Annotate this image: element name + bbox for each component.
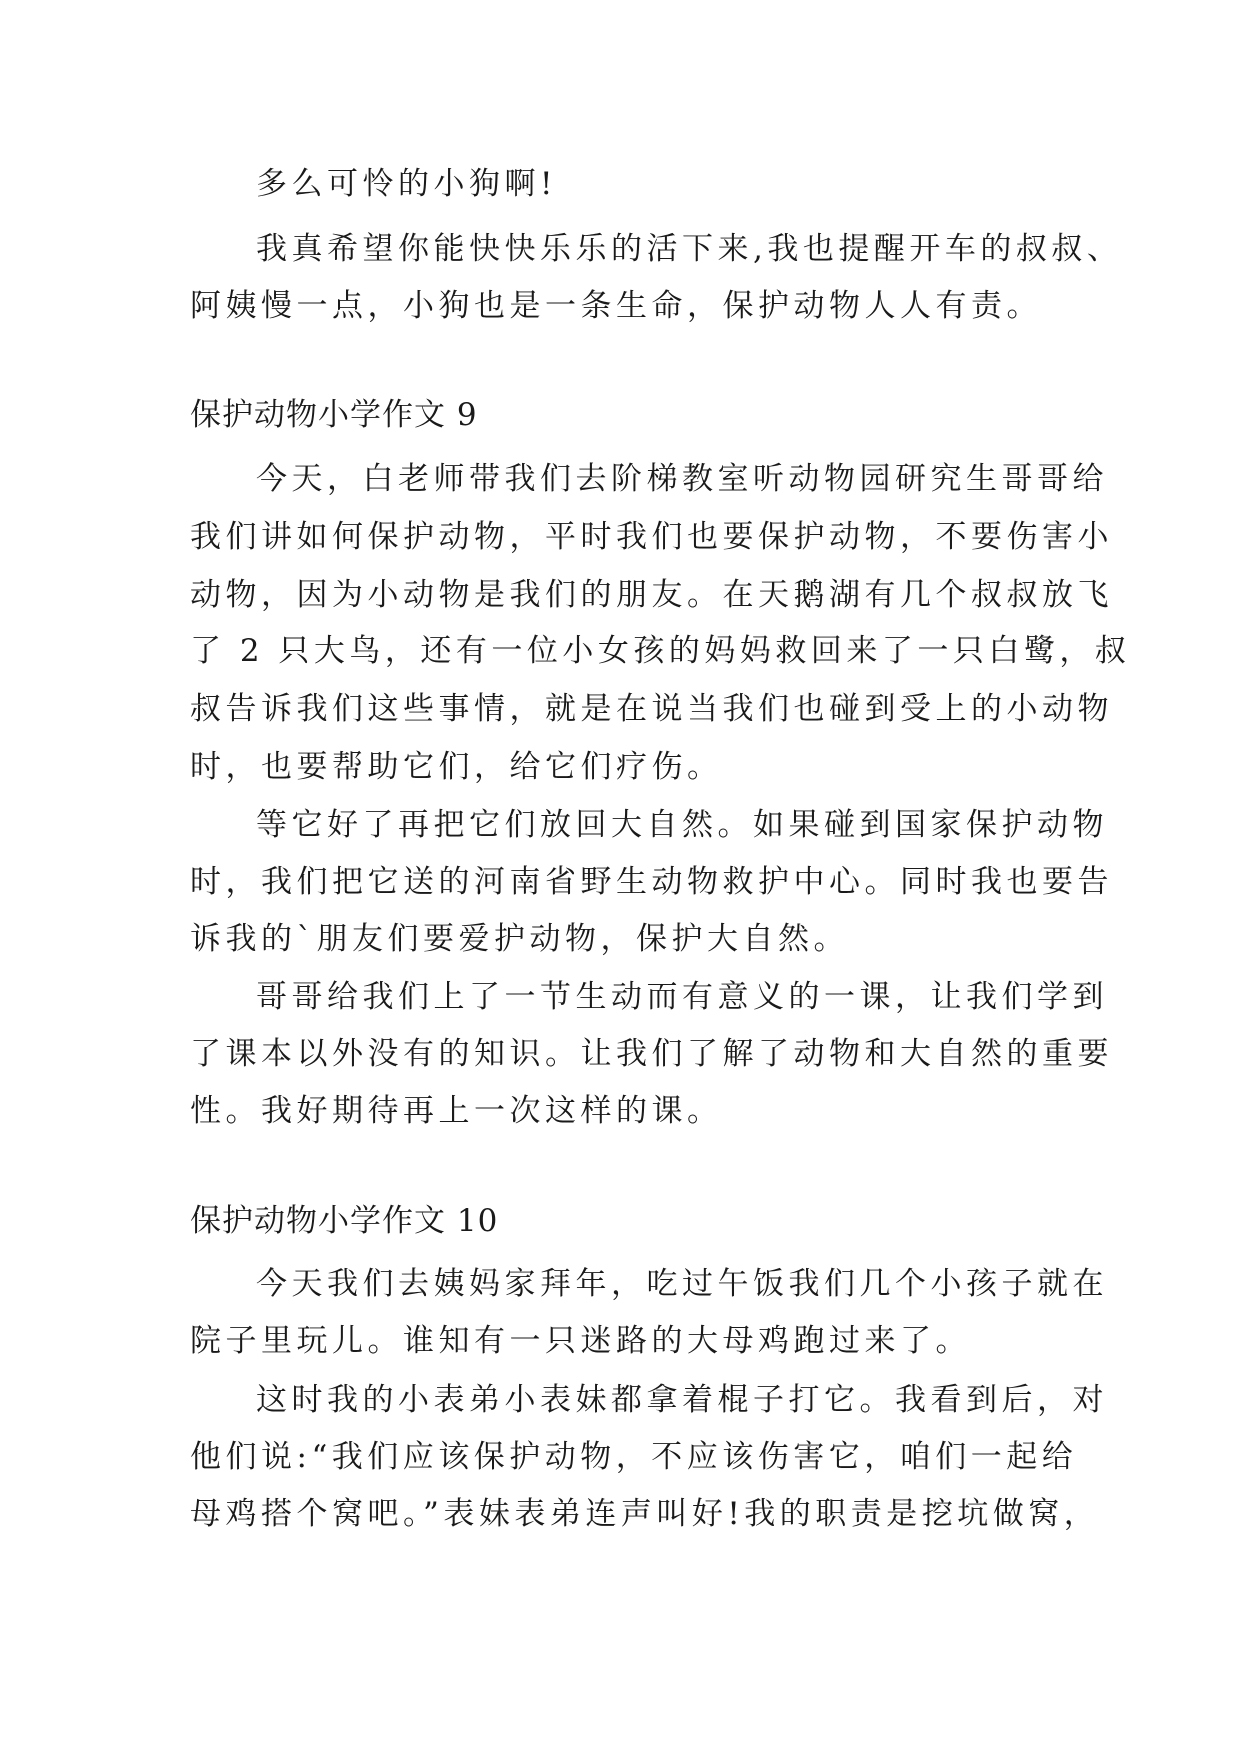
- paragraph-line: 叔告诉我们这些事情，就是在说当我们也碰到受上的小动物: [190, 691, 1113, 727]
- paragraph-line: 时，我们把它送的河南省野生动物救护中心。同时我也要告: [190, 864, 1113, 900]
- paragraph-line: 今天，白老师带我们去阶梯教室听动物园研究生哥哥给: [256, 461, 1108, 497]
- paragraph-line: 今天我们去姨妈家拜年，吃过午饭我们几个小孩子就在: [256, 1266, 1108, 1302]
- paragraph-line: 母鸡搭个窝吧。”表妹表弟连声叫好!我的职责是挖坑做窝，: [190, 1496, 1100, 1532]
- paragraph-line: 性。我好期待再上一次这样的课。: [190, 1093, 723, 1129]
- paragraph-line: 阿姨慢一点，小狗也是一条生命，保护动物人人有责。: [190, 288, 1042, 324]
- paragraph-line: 了课本以外没有的知识。让我们了解了动物和大自然的重要: [190, 1036, 1113, 1072]
- paragraph-line: 我们讲如何保护动物，平时我们也要保护动物，不要伤害小: [190, 519, 1113, 555]
- section-heading: 保护动物小学作文 10: [190, 1203, 499, 1239]
- paragraph-line: 这时我的小表弟小表妹都拿着棍子打它。我看到后，对: [256, 1382, 1108, 1418]
- paragraph-line: 哥哥给我们上了一节生动而有意义的一课，让我们学到: [256, 979, 1108, 1015]
- section-heading: 保护动物小学作文 9: [190, 397, 478, 433]
- paragraph-line: 了 2 只大鸟，还有一位小女孩的妈妈救回来了一只白鹭，叔: [190, 633, 1131, 669]
- paragraph-line: 时，也要帮助它们，给它们疗伤。: [190, 749, 723, 785]
- paragraph-line: 等它好了再把它们放回大自然。如果碰到国家保护动物: [256, 807, 1108, 843]
- paragraph-line: 我真希望你能快快乐乐的活下来,我也提醒开车的叔叔、: [256, 231, 1123, 267]
- paragraph-line: 他们说:“我们应该保护动物，不应该伤害它，咱们一起给: [190, 1439, 1078, 1475]
- paragraph-line: 院子里玩儿。谁知有一只迷路的大母鸡跑过来了。: [190, 1323, 971, 1359]
- paragraph-line: 多么可怜的小狗啊!: [256, 166, 557, 202]
- paragraph-line: 诉我的`朋友们要爱护动物，保护大自然。: [190, 921, 849, 957]
- paragraph-line: 动物，因为小动物是我们的朋友。在天鹅湖有几个叔叔放飞: [190, 577, 1113, 613]
